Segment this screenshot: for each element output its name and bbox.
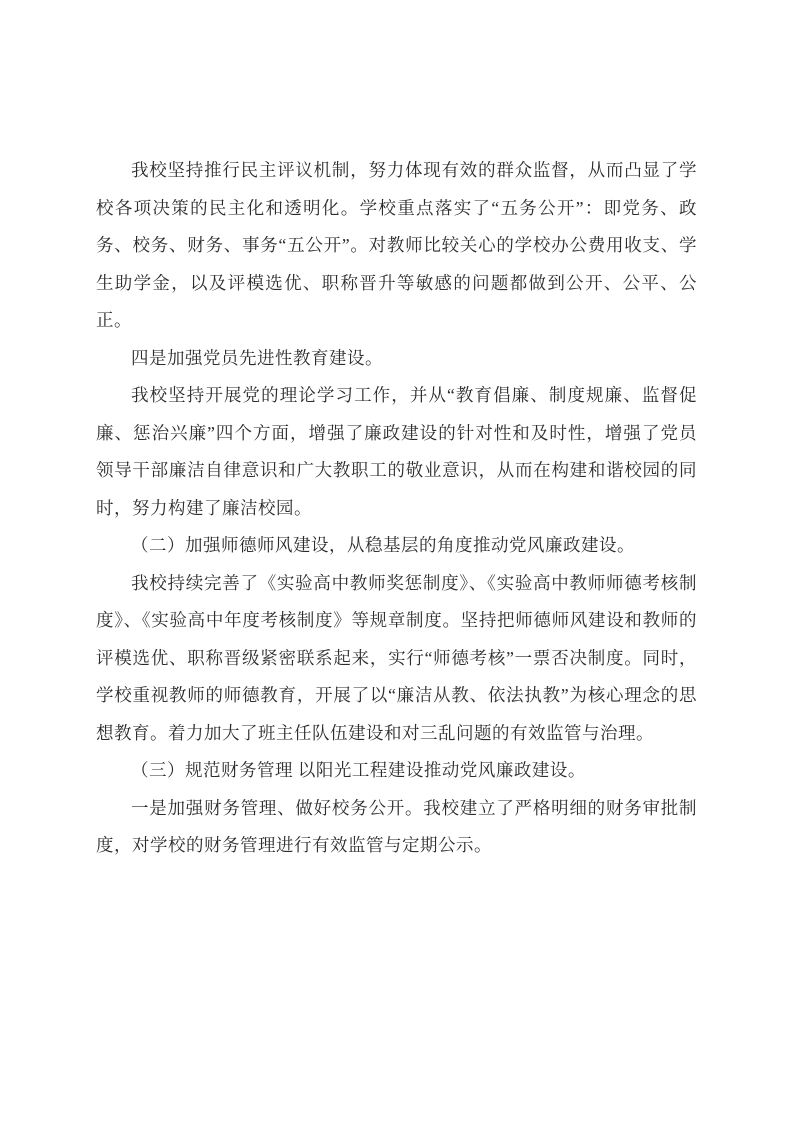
paragraph-teacher-ethics: 我校持续完善了《实验高中教师奖惩制度》、《实验高中教师师德考核制度》、《实验高中年度考核制度》等规章制度。坚持把师德师风建设和教师的评模选优、职称晋级紧密联系起来，实行“师德考核”一票否决制度。同时，学校重视教师的师德教育，开展了以“廉洁从教、依法执教”为核心理念的思想教育。着力加大了班主任队伍建设和对三乱问题的有效监管与治理。 xyxy=(96,572,697,743)
paragraph-democratic-review: 我校坚持推行民主评议机制，努力体现有效的群众监督，从而凸显了学校各项决策的民主化和透明化。学校重点落实了“五务公开”：即党务、政务、校务、财务、事务“五公开”。对教师比较关心的学校办公费用收支、学生助学金，以及评模选优、职称晋升等敏感的问题都做到公开、公平、公正。 xyxy=(96,160,697,330)
paragraph-section-two-heading: （二）加强师德师风建设，从稳基层的角度推动党风廉政建设。 xyxy=(131,535,635,555)
paragraph-financial-management: 一是加强财务管理、做好校务公开。我校建立了严格明细的财务审批制度，对学校的财务管理进行有效监管与定期公示。 xyxy=(96,797,697,855)
paragraph-theory-study: 我校坚持开展党的理论学习工作，并从“教育倡廉、制度规廉、监督促廉、惩治兴廉”四个方面，增强了廉政建设的针对性和及时性，增强了党员领导干部廉洁自律意识和广大教职工的敬业意识，从而在构建和谐校园的同时，努力构建了廉洁校园。 xyxy=(96,385,697,518)
paragraph-section-three-heading: （三）规范财务管理 以阳光工程建设推动党风廉政建设。 xyxy=(131,760,586,780)
paragraph-point-four-heading: 四是加强党员先进性教育建设。 xyxy=(131,347,383,368)
